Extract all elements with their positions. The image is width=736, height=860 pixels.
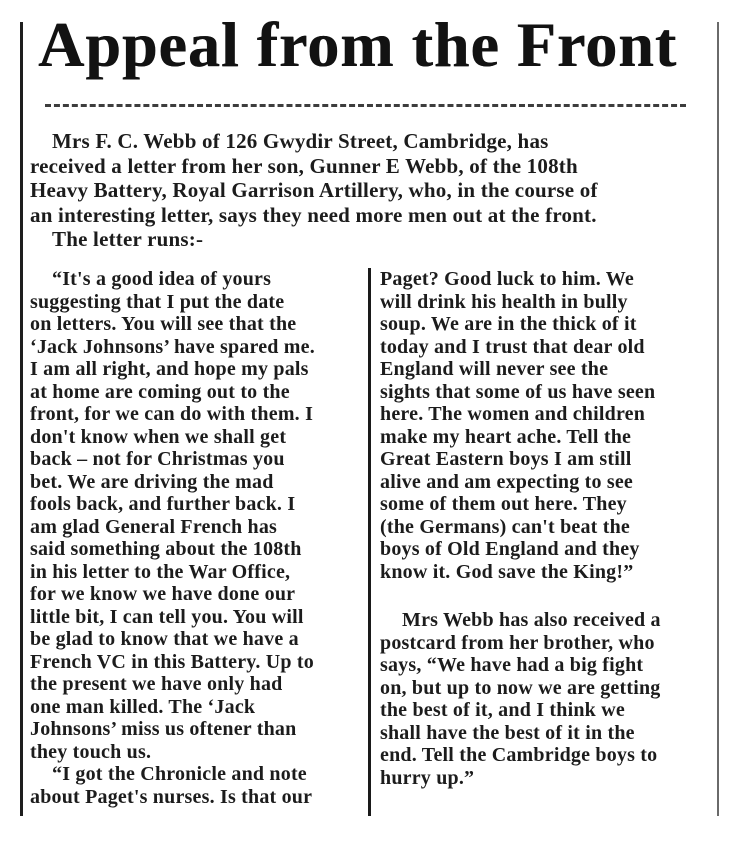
text-line: little bit, I can tell you. You will <box>30 605 304 628</box>
intro-paragraph <box>30 129 720 252</box>
text-line: says, “We have had a big fight <box>380 654 644 676</box>
text-line: received a letter from her son, Gunner E Webb, of the 108th <box>30 153 578 178</box>
text-line: French VC in this Battery. Up to <box>30 650 314 673</box>
text-line: soup. We are in the thick of it <box>380 313 637 335</box>
column-divider-rule <box>368 268 371 816</box>
text-line: the present we have only had <box>30 673 283 695</box>
left-border-rule <box>20 22 23 816</box>
text-line: said something about the 108th <box>30 538 302 560</box>
text-line: (the Germans) can't beat the <box>380 515 630 538</box>
text-line: Heavy Battery, Royal Garrison Artillery, who, in the course of <box>30 178 598 202</box>
text-line: I am all right, and hope my pals <box>30 358 309 380</box>
text-line: fools back, and further back. I <box>30 493 296 515</box>
text-line: shall have the best of it in the <box>380 721 635 744</box>
text-line: they touch us. <box>30 740 152 763</box>
text-line: at home are coming out to the <box>30 380 290 403</box>
text-line: suggesting that I put the date <box>30 290 285 313</box>
text-line: know it. God save the King!” <box>380 560 634 583</box>
article-columns <box>30 268 720 816</box>
headline-title: Appeal from the Front <box>38 9 678 80</box>
text-line: Paget? Good luck to him. We <box>380 268 634 290</box>
paragraph <box>380 609 713 789</box>
text-line: the best of it, and I think we <box>380 699 625 721</box>
text-line: “It's a good idea of yours <box>52 268 272 290</box>
text-line: about Paget's nurses. Is that our <box>30 785 313 808</box>
text-line: an interesting letter, says they need more men out at the front. <box>30 202 597 227</box>
paragraph <box>30 763 363 808</box>
text-line: bet. We are driving the mad <box>30 470 274 493</box>
text-line: some of them out here. They <box>380 493 627 515</box>
text-line: England will never see the <box>380 358 609 380</box>
paragraph <box>30 129 720 227</box>
text-line: postcard from her brother, who <box>380 631 655 654</box>
text-line: boys of Old England and they <box>380 538 640 560</box>
text-line: end. Tell the Cambridge boys to <box>380 744 658 766</box>
text-line: hurry up.” <box>380 766 475 789</box>
text-line: on letters. You will see that the <box>30 313 297 335</box>
text-line: be glad to know that we have a <box>30 628 299 650</box>
text-line: Mrs F. C. Webb of 126 Gwydir Street, Cambridge, has <box>52 129 549 153</box>
text-line: “I got the Chronicle and note <box>52 763 307 785</box>
text-line: don't know when we shall get <box>30 425 287 448</box>
left-column <box>30 268 363 808</box>
headline-divider-rule <box>45 104 686 107</box>
text-line: Great Eastern boys I am still <box>380 448 632 470</box>
text-line: today and I trust that dear old <box>380 335 645 358</box>
text-line: Johnsons’ miss us oftener than <box>30 718 297 740</box>
text-line: am glad General French has <box>30 515 278 538</box>
text-line: will drink his health in bully <box>380 290 628 313</box>
text-line: back – not for Christmas you <box>30 448 285 470</box>
text-line: one man killed. The ‘Jack <box>30 695 256 718</box>
text-line: ‘Jack Johnsons’ have spared me. <box>30 335 315 358</box>
paragraph <box>30 268 363 763</box>
text-line: for we know we have done our <box>30 583 296 605</box>
text-line: here. The women and children <box>380 403 646 425</box>
paragraph <box>30 227 720 252</box>
paragraph <box>380 268 713 583</box>
text-line: on, but up to now we are getting <box>380 676 661 699</box>
right-column <box>380 268 713 789</box>
text-line: The letter runs:- <box>52 227 204 251</box>
text-line: make my heart ache. Tell the <box>380 425 632 448</box>
text-line: in his letter to the War Office, <box>30 560 291 583</box>
text-line: sights that some of us have seen <box>380 380 656 403</box>
text-line: front, for we can do with them. I <box>30 403 314 425</box>
text-line: Mrs Webb has also received a <box>402 609 661 631</box>
text-line: alive and am expecting to see <box>380 470 633 493</box>
